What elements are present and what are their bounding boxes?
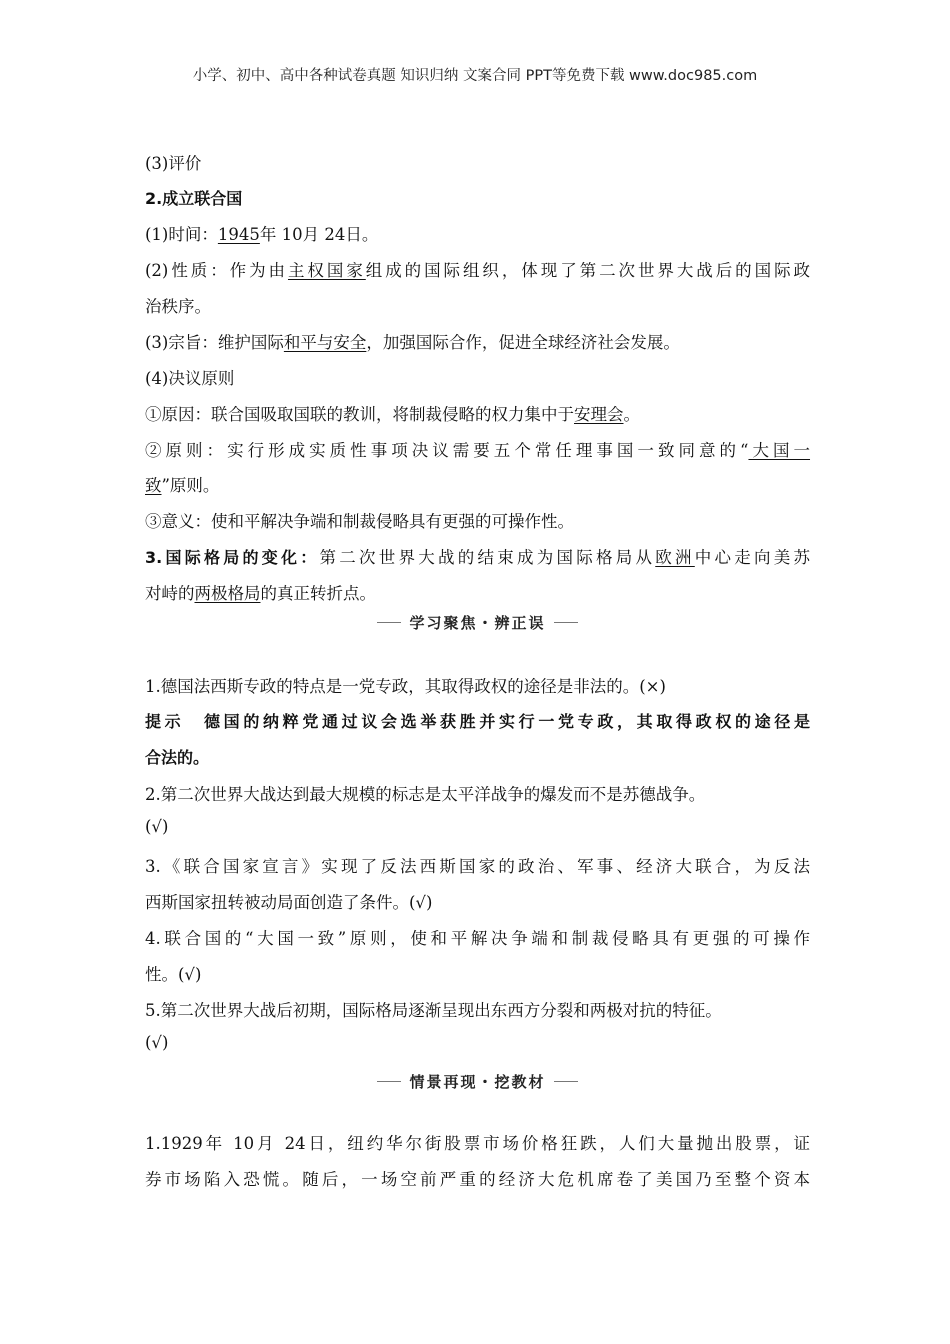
scenario-paragraph-2: 券市场陷入恐慌。随后，一场空前严重的经济大危机席卷了美国乃至整个资本 (145, 1170, 810, 1189)
un-purpose-line: (3)宗旨：维护国际和平与安全，加强国际合作，促进全球经济社会发展。 (145, 333, 680, 352)
un-nature-line-2: 治秩序。 (145, 297, 211, 316)
principle-rule-line-2: 致”原则。 (145, 476, 220, 495)
answer-peace-security: 和平与安全 (283, 333, 367, 352)
section-title-un: 2.成立联合国 (145, 189, 243, 208)
header-watermark: 小学、初中、高中各种试卷真题 知识归纳 文案合同 PPT等免费下载 www.doc985.com (192, 68, 758, 84)
judgment-item: 1.德国法西斯专政的特点是一党专政，其取得政权的途径是非法的。(×) (145, 677, 666, 696)
answer-great-power-unanimity: 大国一 (748, 441, 811, 460)
principle-reason-line: ①原因：联合国吸取国联的教训，将制裁侵略的权力集中于安理会。 (145, 405, 640, 424)
answer-sovereign-states: 主权国家 (287, 261, 366, 280)
un-nature-line: (2)性质：作为由主权国家组成的国际组织，体现了第二次世界大战后的国际政 (145, 261, 811, 280)
judgment-item: 5.第二次世界大战后初期，国际格局逐渐呈现出东西方分裂和两极对抗的特征。 (145, 1001, 722, 1020)
judgment-item-2: 西斯国家扭转被动局面创造了条件。(√) (145, 893, 433, 912)
section-divider-study-focus: 学习聚焦・辨正误 (145, 610, 810, 634)
judgment-item: 3.《联合国家宣言》实现了反法西斯国家的政治、军事、经济大联合，为反法 (145, 857, 810, 876)
judgment-item-2: 性。(√) (145, 965, 202, 984)
answer-europe: 欧洲 (655, 548, 695, 567)
judgment-item-mark: (√) (145, 817, 169, 836)
judgment-item: 4.联合国的“大国一致”原则，使和平解决争端和制裁侵略具有更强的可操作 (145, 929, 810, 948)
principle-meaning-line: ③意义：使和平解决争端和制裁侵略具有更强的可操作性。 (145, 512, 574, 531)
judgment-hint: 提示 德国的纳粹党通过议会选举获胜并实行一党专政，其取得政权的途径是 (145, 712, 810, 731)
pattern-change-line-2: 对峙的两极格局的真正转折点。 (145, 584, 376, 603)
answer-bipolar: 两极格局 (194, 584, 261, 603)
un-time-line: (1)时间：1945年 10月 24日。 (145, 225, 379, 244)
judgment-hint-2: 合法的。 (145, 748, 210, 767)
principle-heading: (4)决议原则 (145, 369, 235, 388)
pattern-change-line: 3.国际格局的变化：第二次世界大战的结束成为国际格局从欧洲中心走向美苏 (145, 548, 811, 567)
principle-rule-line: ②原则：实行形成实质性事项决议需要五个常任理事国一致同意的“大国一 (145, 441, 811, 460)
answer-year: 1945 (217, 225, 260, 244)
judgment-item-mark: (√) (145, 1033, 169, 1052)
evaluation-heading: (3)评价 (145, 154, 202, 173)
answer-security-council: 安理会 (574, 405, 624, 424)
scenario-paragraph: 1.1929年 10月 24日，纽约华尔街股票市场价格狂跌，人们大量抛出股票，证 (145, 1134, 810, 1153)
section-divider-scenario: 情景再现・挖教材 (145, 1069, 810, 1093)
judgment-item: 2.第二次世界大战达到最大规模的标志是太平洋战争的爆发而不是苏德战争。 (145, 785, 706, 804)
